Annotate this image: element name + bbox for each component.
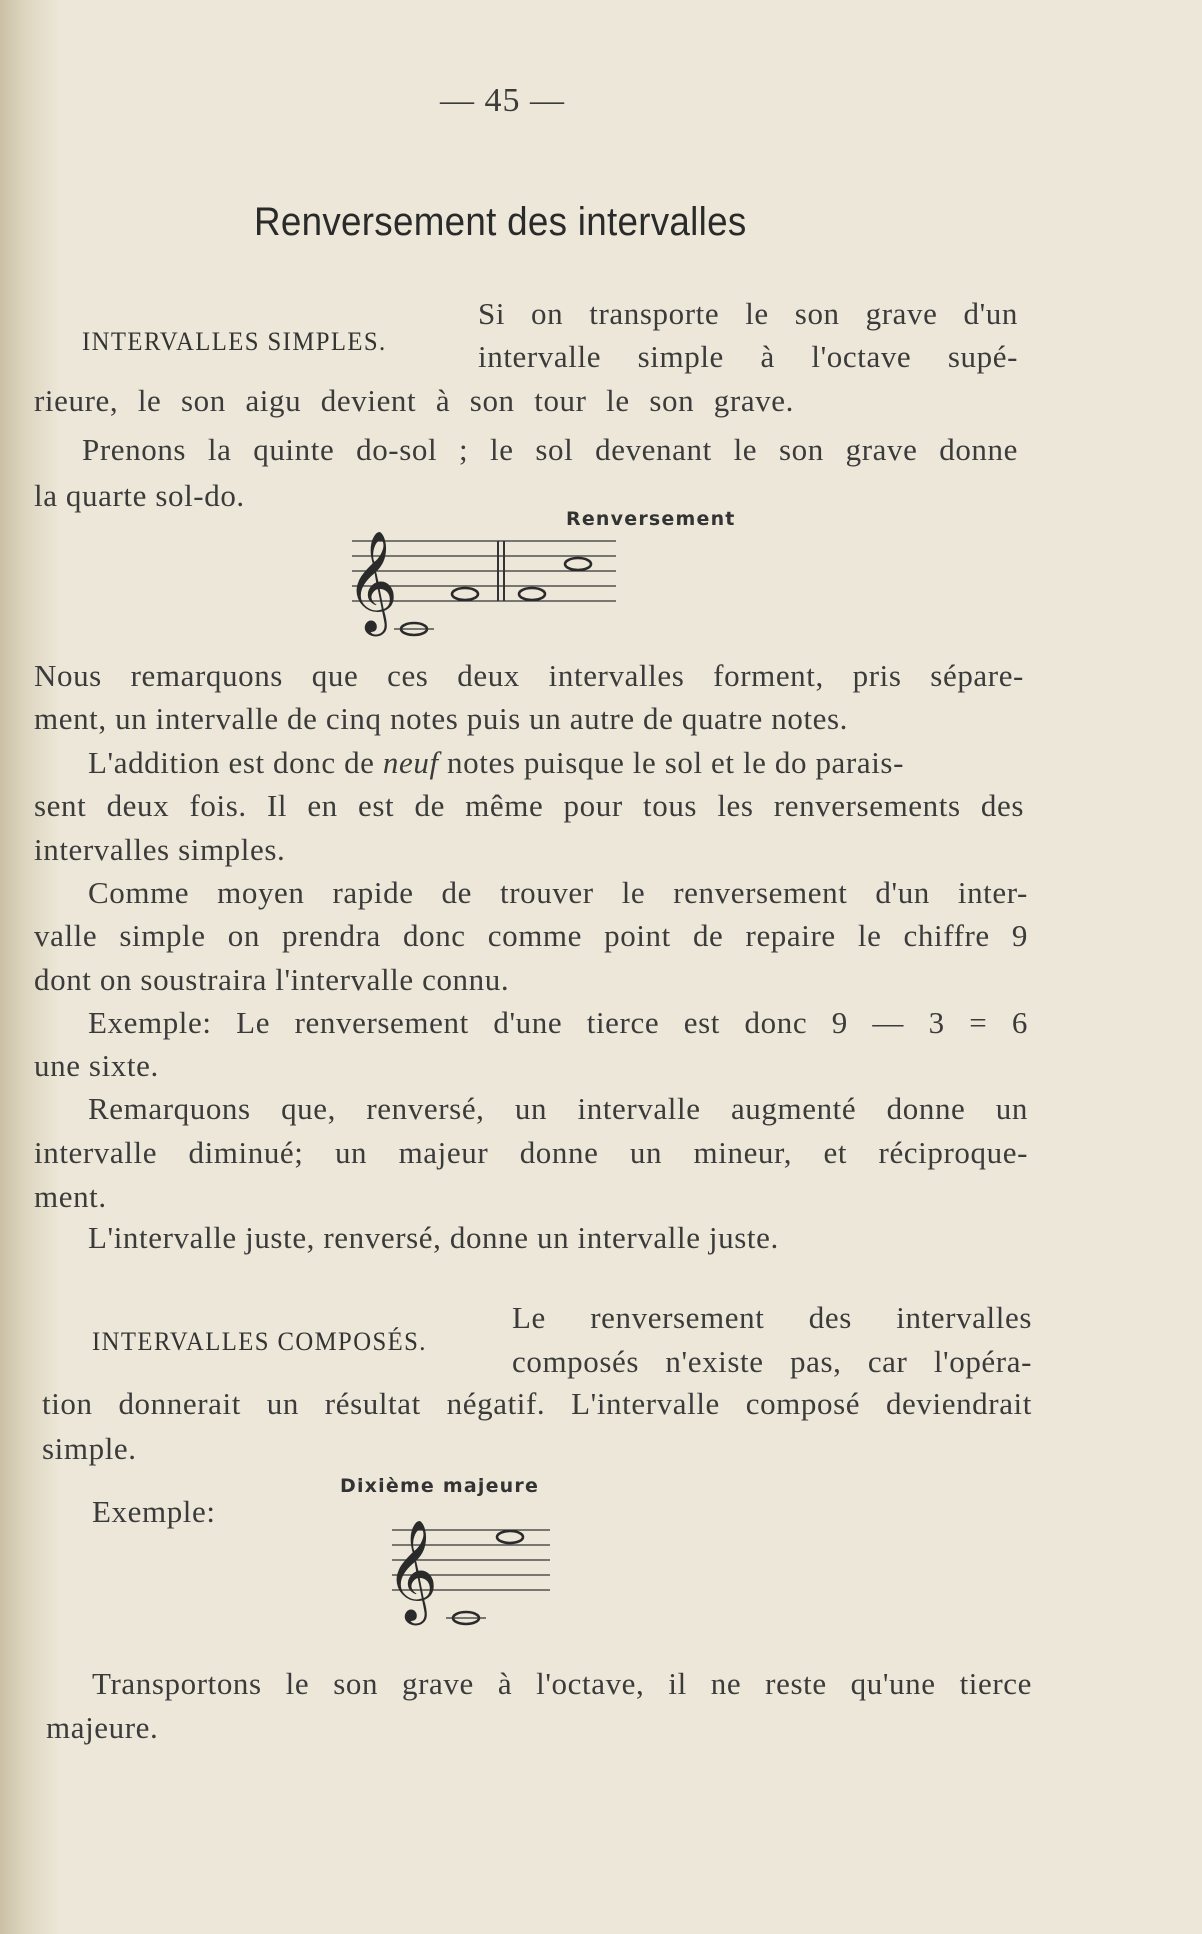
figure-caption-dixieme: Dixième majeure xyxy=(340,1475,540,1497)
text-line: valle simple on prendra donc comme point de repaire le chiffre 9 xyxy=(34,918,1028,953)
text-line: simple. xyxy=(42,1431,137,1466)
note-do-high xyxy=(565,558,591,570)
page-number: — 45 — xyxy=(440,82,565,119)
text-line: Comme moyen rapide de trouver le renversement d'un inter- xyxy=(88,875,1028,910)
text-line: majeure. xyxy=(46,1710,159,1745)
text-line: la quarte sol-do. xyxy=(34,478,245,513)
note-mi-high xyxy=(497,1531,523,1543)
text-span: notes puisque le sol et le do parais- xyxy=(447,745,904,780)
figure-caption-renversement: Renversement xyxy=(566,508,736,530)
treble-clef-icon: 𝄞 xyxy=(386,1518,439,1621)
text-line: ment, un intervalle de cinq notes puis un autre de quatre notes. xyxy=(34,701,849,736)
note-sol-low xyxy=(519,588,545,600)
text-line: Si on transporte le son grave d'un xyxy=(478,296,1018,331)
text-line: Le renversement des intervalles xyxy=(512,1300,1032,1335)
treble-clef-icon: 𝄞 xyxy=(346,529,399,632)
text-line: sent deux fois. Il en est de même pour tous les renversements des xyxy=(34,788,1024,823)
text-line: composés n'existe pas, car l'opéra- xyxy=(512,1344,1032,1379)
text-line: rieure, le son aigu devient à son tour le son grave. xyxy=(34,383,794,418)
section-heading-composes: INTERVALLES COMPOSÉS. xyxy=(92,1327,427,1356)
text-line: une sixte. xyxy=(34,1048,159,1083)
text-line: L'intervalle juste, renversé, donne un intervalle juste. xyxy=(88,1220,779,1255)
text-line: Exemple: Le renversement d'une tierce est donc 9 — 3 = 6 xyxy=(88,1005,1028,1040)
text-line: tion donnerait un résultat négatif. L'intervalle composé deviendrait xyxy=(42,1386,1032,1421)
page-title: Renversement des intervalles xyxy=(254,200,747,244)
text-line: Remarquons que, renversé, un intervalle augmenté donne un xyxy=(88,1091,1028,1126)
text-line: intervalles simples. xyxy=(34,832,286,867)
text-line: intervalle diminué; un majeur donne un mineur, et réciproque- xyxy=(34,1135,1028,1170)
example-label: Exemple: xyxy=(92,1494,216,1529)
italic-word: neuf xyxy=(382,745,439,780)
text-line: Transportons le son grave à l'octave, il ne reste qu'une tierce xyxy=(92,1666,1032,1701)
text-line: Nous remarquons que ces deux intervalles forment, pris sépare- xyxy=(34,658,1024,693)
text-line-with-italic xyxy=(88,747,1028,778)
section-heading-simples: INTERVALLES SIMPLES. xyxy=(82,327,387,356)
staff-dixieme-majeure xyxy=(380,1514,560,1629)
text-line: Prenons la quinte do-sol ; le sol devenant le son grave donne xyxy=(82,432,1018,467)
text-line: ment. xyxy=(34,1179,107,1214)
note-sol xyxy=(452,588,478,600)
text-span: L'addition est donc de xyxy=(88,745,375,780)
text-line: dont on soustraira l'intervalle connu. xyxy=(34,962,510,997)
staff-renversement xyxy=(340,525,640,640)
text-line: intervalle simple à l'octave supé- xyxy=(478,339,1018,374)
